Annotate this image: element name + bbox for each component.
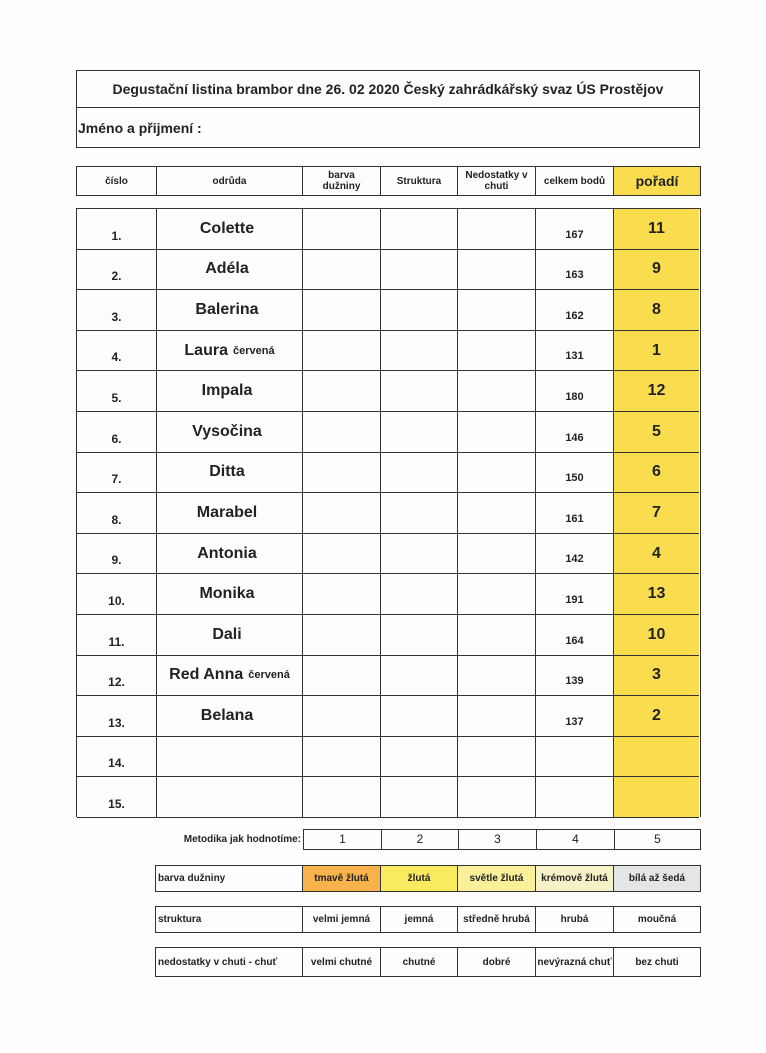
variety-cell <box>157 737 303 778</box>
row-number: 12. <box>77 656 157 697</box>
variety-name: Impala <box>201 382 253 400</box>
nedostatky-cell[interactable] <box>458 574 536 615</box>
barva-cell[interactable] <box>303 209 381 250</box>
rank-cell: 11 <box>614 209 699 250</box>
barva-cell[interactable] <box>303 574 381 615</box>
variety-note: červená <box>232 344 275 357</box>
struktura-cell[interactable] <box>381 737 458 778</box>
struktura-cell[interactable] <box>381 371 458 412</box>
variety-cell <box>157 412 303 453</box>
table-row <box>77 331 700 372</box>
chut-value: velmi chutné <box>303 948 381 976</box>
barva-cell[interactable] <box>303 331 381 372</box>
variety-name: Antonia <box>197 544 257 562</box>
barva-value: tmavě žlutá <box>303 866 381 891</box>
table-row <box>77 656 700 697</box>
col-poradi: pořadí <box>614 167 700 195</box>
struktura-cell[interactable] <box>381 209 458 250</box>
nedostatky-cell[interactable] <box>458 371 536 412</box>
struktura-cell[interactable] <box>381 290 458 331</box>
rank-cell: 1 <box>614 331 699 372</box>
struktura-value: moučná <box>637 914 677 925</box>
scale-value: 2 <box>382 830 459 849</box>
struktura-cell[interactable] <box>381 574 458 615</box>
score-cell: 162 <box>536 290 614 331</box>
nedostatky-cell[interactable] <box>458 534 536 575</box>
variety-name: Balerina <box>195 300 259 318</box>
col-cislo: číslo <box>77 166 157 196</box>
struktura-cell[interactable] <box>381 615 458 656</box>
chut-value: nevýrazná chuť <box>536 948 614 976</box>
barva-cell[interactable] <box>303 371 381 412</box>
col-odruda: odrůda <box>157 166 303 196</box>
struktura-label: struktura <box>156 907 303 932</box>
table-row <box>77 250 700 291</box>
nedostatky-cell[interactable] <box>458 250 536 291</box>
col-nedostatky <box>458 166 536 196</box>
row-number: 3. <box>77 290 157 331</box>
row-number: 6. <box>77 412 157 453</box>
score-cell: 191 <box>536 574 614 615</box>
struktura-cell[interactable] <box>381 250 458 291</box>
scale-value: 4 <box>537 830 615 849</box>
nedostatky-cell[interactable] <box>458 209 536 250</box>
variety-cell <box>157 696 303 737</box>
struktura-value: středně hrubá <box>458 907 536 932</box>
col-barva-line1: barva <box>328 170 355 181</box>
rank-cell: 9 <box>614 250 699 291</box>
variety-name: Belana <box>200 706 254 724</box>
struktura-cell[interactable] <box>381 534 458 575</box>
nedostatky-cell[interactable] <box>458 331 536 372</box>
row-number: 2. <box>77 250 157 291</box>
barva-cell[interactable] <box>303 453 381 494</box>
variety-name: Vysočina <box>192 422 262 440</box>
barva-cell[interactable] <box>303 412 381 453</box>
col-nedostatky-line2: chuti <box>484 181 509 192</box>
scale-row <box>303 829 701 850</box>
score-cell: 164 <box>536 615 614 656</box>
barva-value: světle žlutá <box>458 866 536 891</box>
col-barva-line2: dužniny <box>322 181 361 192</box>
scale-value: 3 <box>459 830 537 849</box>
chut-value: chutné <box>381 948 458 976</box>
rank-cell <box>614 777 699 818</box>
rank-cell: 13 <box>614 574 699 615</box>
variety-cell <box>157 371 303 412</box>
variety-name: Ditta <box>209 463 245 481</box>
variety-cell <box>157 453 303 494</box>
chut-label: nedostatky v chuti - chuť <box>156 948 303 976</box>
barva-cell[interactable] <box>303 696 381 737</box>
variety-cell <box>157 290 303 331</box>
score-cell <box>536 737 614 778</box>
variety-cell <box>157 493 303 534</box>
nedostatky-cell[interactable] <box>458 696 536 737</box>
score-cell: 131 <box>536 331 614 372</box>
variety-cell <box>157 331 303 372</box>
legend-struktura <box>155 906 701 933</box>
legend-chut <box>155 947 701 977</box>
rank-cell: 6 <box>614 453 699 494</box>
nedostatky-cell[interactable] <box>458 453 536 494</box>
variety-note: červená <box>248 669 290 682</box>
table-row <box>77 493 700 534</box>
table-row <box>77 453 700 494</box>
variety-cell <box>157 615 303 656</box>
method-label: Metodika jak hodnotíme: <box>183 833 301 845</box>
barva-cell[interactable] <box>303 656 381 697</box>
barva-value: bílá až šedá <box>614 866 700 891</box>
score-cell: 163 <box>536 250 614 291</box>
chut-value: bez chuti <box>635 956 679 968</box>
barva-cell[interactable] <box>303 290 381 331</box>
score-cell <box>536 777 614 818</box>
variety-name: Colette <box>199 219 255 237</box>
nedostatky-cell[interactable] <box>458 656 536 697</box>
score-cell: 139 <box>536 656 614 697</box>
table-row <box>77 574 700 615</box>
nedostatky-cell[interactable] <box>458 290 536 331</box>
row-number: 7. <box>77 453 157 494</box>
scale-value: 5 <box>654 832 661 846</box>
score-cell: 142 <box>536 534 614 575</box>
variety-name: Dali <box>212 625 242 643</box>
barva-cell[interactable] <box>303 737 381 778</box>
chut-value: dobré <box>458 948 536 976</box>
nedostatky-cell[interactable] <box>458 737 536 778</box>
struktura-cell[interactable] <box>381 412 458 453</box>
score-cell: 150 <box>536 453 614 494</box>
score-cell: 180 <box>536 371 614 412</box>
table-row <box>77 534 700 575</box>
nedostatky-cell[interactable] <box>458 412 536 453</box>
col-nedostatky-line1: Nedostatky v <box>465 170 528 181</box>
variety-cell <box>157 656 303 697</box>
col-barva <box>303 166 381 196</box>
col-celkem: celkem bodů <box>536 166 614 196</box>
row-number: 11. <box>77 615 157 656</box>
struktura-cell[interactable] <box>381 777 458 818</box>
struktura-cell[interactable] <box>381 696 458 737</box>
score-cell: 167 <box>536 209 614 250</box>
struktura-value: hrubá <box>536 907 614 932</box>
sheet-title: Degustační listina brambor dne 26. 02 2020 Český zahrádkářský svaz ÚS Prostějov <box>76 70 700 108</box>
struktura-cell[interactable] <box>381 453 458 494</box>
barva-label: barva dužniny <box>156 866 303 891</box>
row-number: 10. <box>77 574 157 615</box>
struktura-value: velmi jemná <box>303 907 381 932</box>
col-struktura: Struktura <box>381 166 458 196</box>
table-row <box>77 615 700 656</box>
table-row <box>77 737 700 778</box>
score-cell: 146 <box>536 412 614 453</box>
row-number: 5. <box>77 371 157 412</box>
table-row <box>77 290 700 331</box>
struktura-value: jemná <box>381 907 458 932</box>
score-cell: 161 <box>536 493 614 534</box>
barva-cell[interactable] <box>303 493 381 534</box>
name-field[interactable]: Jméno a přijmení : <box>76 108 700 148</box>
barva-value: žlutá <box>381 866 458 891</box>
rank-cell: 7 <box>614 493 699 534</box>
legend-barva <box>155 865 701 892</box>
barva-cell[interactable] <box>303 534 381 575</box>
barva-cell[interactable] <box>303 615 381 656</box>
barva-value: krémově žlutá <box>536 866 614 891</box>
table-row <box>77 777 700 818</box>
variety-name: Red Anna <box>169 666 244 684</box>
rank-cell: 8 <box>614 290 699 331</box>
rank-cell: 10 <box>614 615 699 656</box>
rank-cell: 4 <box>614 534 699 575</box>
tasting-table <box>76 208 701 817</box>
variety-cell <box>157 574 303 615</box>
row-number: 9. <box>77 534 157 575</box>
variety-name: Monika <box>199 585 255 603</box>
rank-cell: 2 <box>614 696 699 737</box>
row-number: 15. <box>77 777 157 818</box>
nedostatky-cell[interactable] <box>458 493 536 534</box>
barva-cell[interactable] <box>303 250 381 291</box>
variety-cell <box>157 250 303 291</box>
struktura-cell[interactable] <box>381 331 458 372</box>
rank-cell <box>614 737 699 778</box>
scale-value: 1 <box>304 830 382 849</box>
row-number: 4. <box>77 331 157 372</box>
variety-cell <box>157 534 303 575</box>
variety-cell <box>157 209 303 250</box>
struktura-cell[interactable] <box>381 493 458 534</box>
variety-cell <box>157 777 303 818</box>
table-row <box>77 696 700 737</box>
rank-cell: 12 <box>614 371 699 412</box>
rank-cell: 3 <box>614 656 699 697</box>
nedostatky-cell[interactable] <box>458 777 536 818</box>
rank-cell: 5 <box>614 412 699 453</box>
table-row <box>77 209 700 250</box>
table-row <box>77 371 700 412</box>
nedostatky-cell[interactable] <box>458 615 536 656</box>
row-number: 1. <box>77 209 157 250</box>
table-row <box>77 412 700 453</box>
barva-cell[interactable] <box>303 777 381 818</box>
variety-name: Adéla <box>205 260 249 278</box>
struktura-cell[interactable] <box>381 656 458 697</box>
score-cell: 137 <box>536 696 614 737</box>
variety-name: Marabel <box>196 503 258 521</box>
row-number: 13. <box>77 696 157 737</box>
row-number: 14. <box>77 737 157 778</box>
row-number: 8. <box>77 493 157 534</box>
variety-name: Laura <box>184 341 228 359</box>
